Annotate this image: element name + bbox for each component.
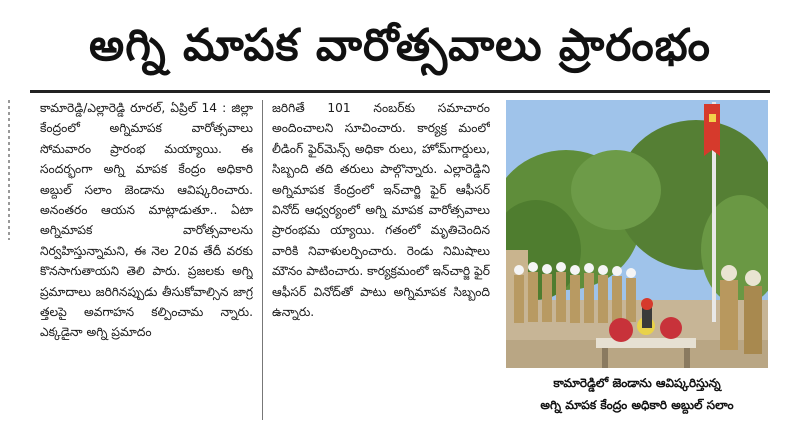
column-1-text: కామారెడ్డి/ఎల్లారెడ్డి రూరల్, ఏప్రిల్ 14 : జిల్లా కేంద్రంలో అగ్నిమాపక వారోత్సవాలు సోమవారం ప్రారంభ మయ్యాయి. ఈ సందర్భంగా అగ్ని మాపక కేంద్రం అధికారి అబ్దుల్ సలాం జెండాను ఆవిష్కరించారు. అనంతరం ఆయన మాట్లాడుతూ.. ఏటా అగ్నిమాపక వారోత్సవాలను నిర్వహిస్తున్నామని, ఈ నెల 20వ తేదీ వరకు కొనసాగుతాయని తెలి పారు. ప్రజలకు అగ్ని ప్రమాదాలు జరిగినప్పుడు తీసుకోవాల్సిన జాగ్ర త్తలపై అవగాహన కల్పించామ న్నారు. ఎక్కడైనా అగ్ని ప్రమాదం [40, 101, 253, 340]
flag-hoisting-photo [506, 100, 768, 368]
column-2-text: జరిగితే 101 నంబర్‌కు సమాచారం అందించాలని సూచించారు. కార్యక్ర మంలో లీడింగ్ ఫైర్‌మెన్స్ అధికా రులు, హోమ్‌గార్డులు, సిబ్బంది తది తరులు పాల్గొన్నారు. ఎల్లారెడ్డిని అగ్నిమాపక కేంద్రంలో ఇన్‌చార్జి ఫైర్ ఆఫీసర్ వినోద్ ఆధ్వర్యంలో అగ్ని మాపక వారోత్సవాలు ప్రారంభమ య్యాయి. గతంలో మృతిచెందిన వారికి నివాళులర్పించారు. రెండు నిమిషాలు మౌనం పాటించారు. కార్యక్రమంలో ఇన్‌చార్జి ఫైర్ ఆఫీసర్ వినోద్‌తో పాటు అగ్నిమాపక సిబ్బంది ఉన్నారు. [272, 101, 490, 320]
article-column-2 [272, 98, 490, 428]
headline-rule [30, 90, 770, 93]
margin-mark [8, 100, 10, 240]
article-column-1 [40, 98, 253, 428]
caption-line-2: అగ్ని మాపక కేంద్రం అధికారి అబ్దుల్ సలాం [540, 398, 734, 412]
column-divider [262, 100, 263, 420]
photo-illustration [506, 100, 768, 368]
photo-caption [498, 372, 776, 416]
caption-line-1: కామారెడ్డిలో జెండాను ఆవిష్కరిస్తున్న [553, 376, 721, 390]
headline: అగ్ని మాపక వారోత్సవాలు ప్రారంభం [89, 20, 711, 71]
